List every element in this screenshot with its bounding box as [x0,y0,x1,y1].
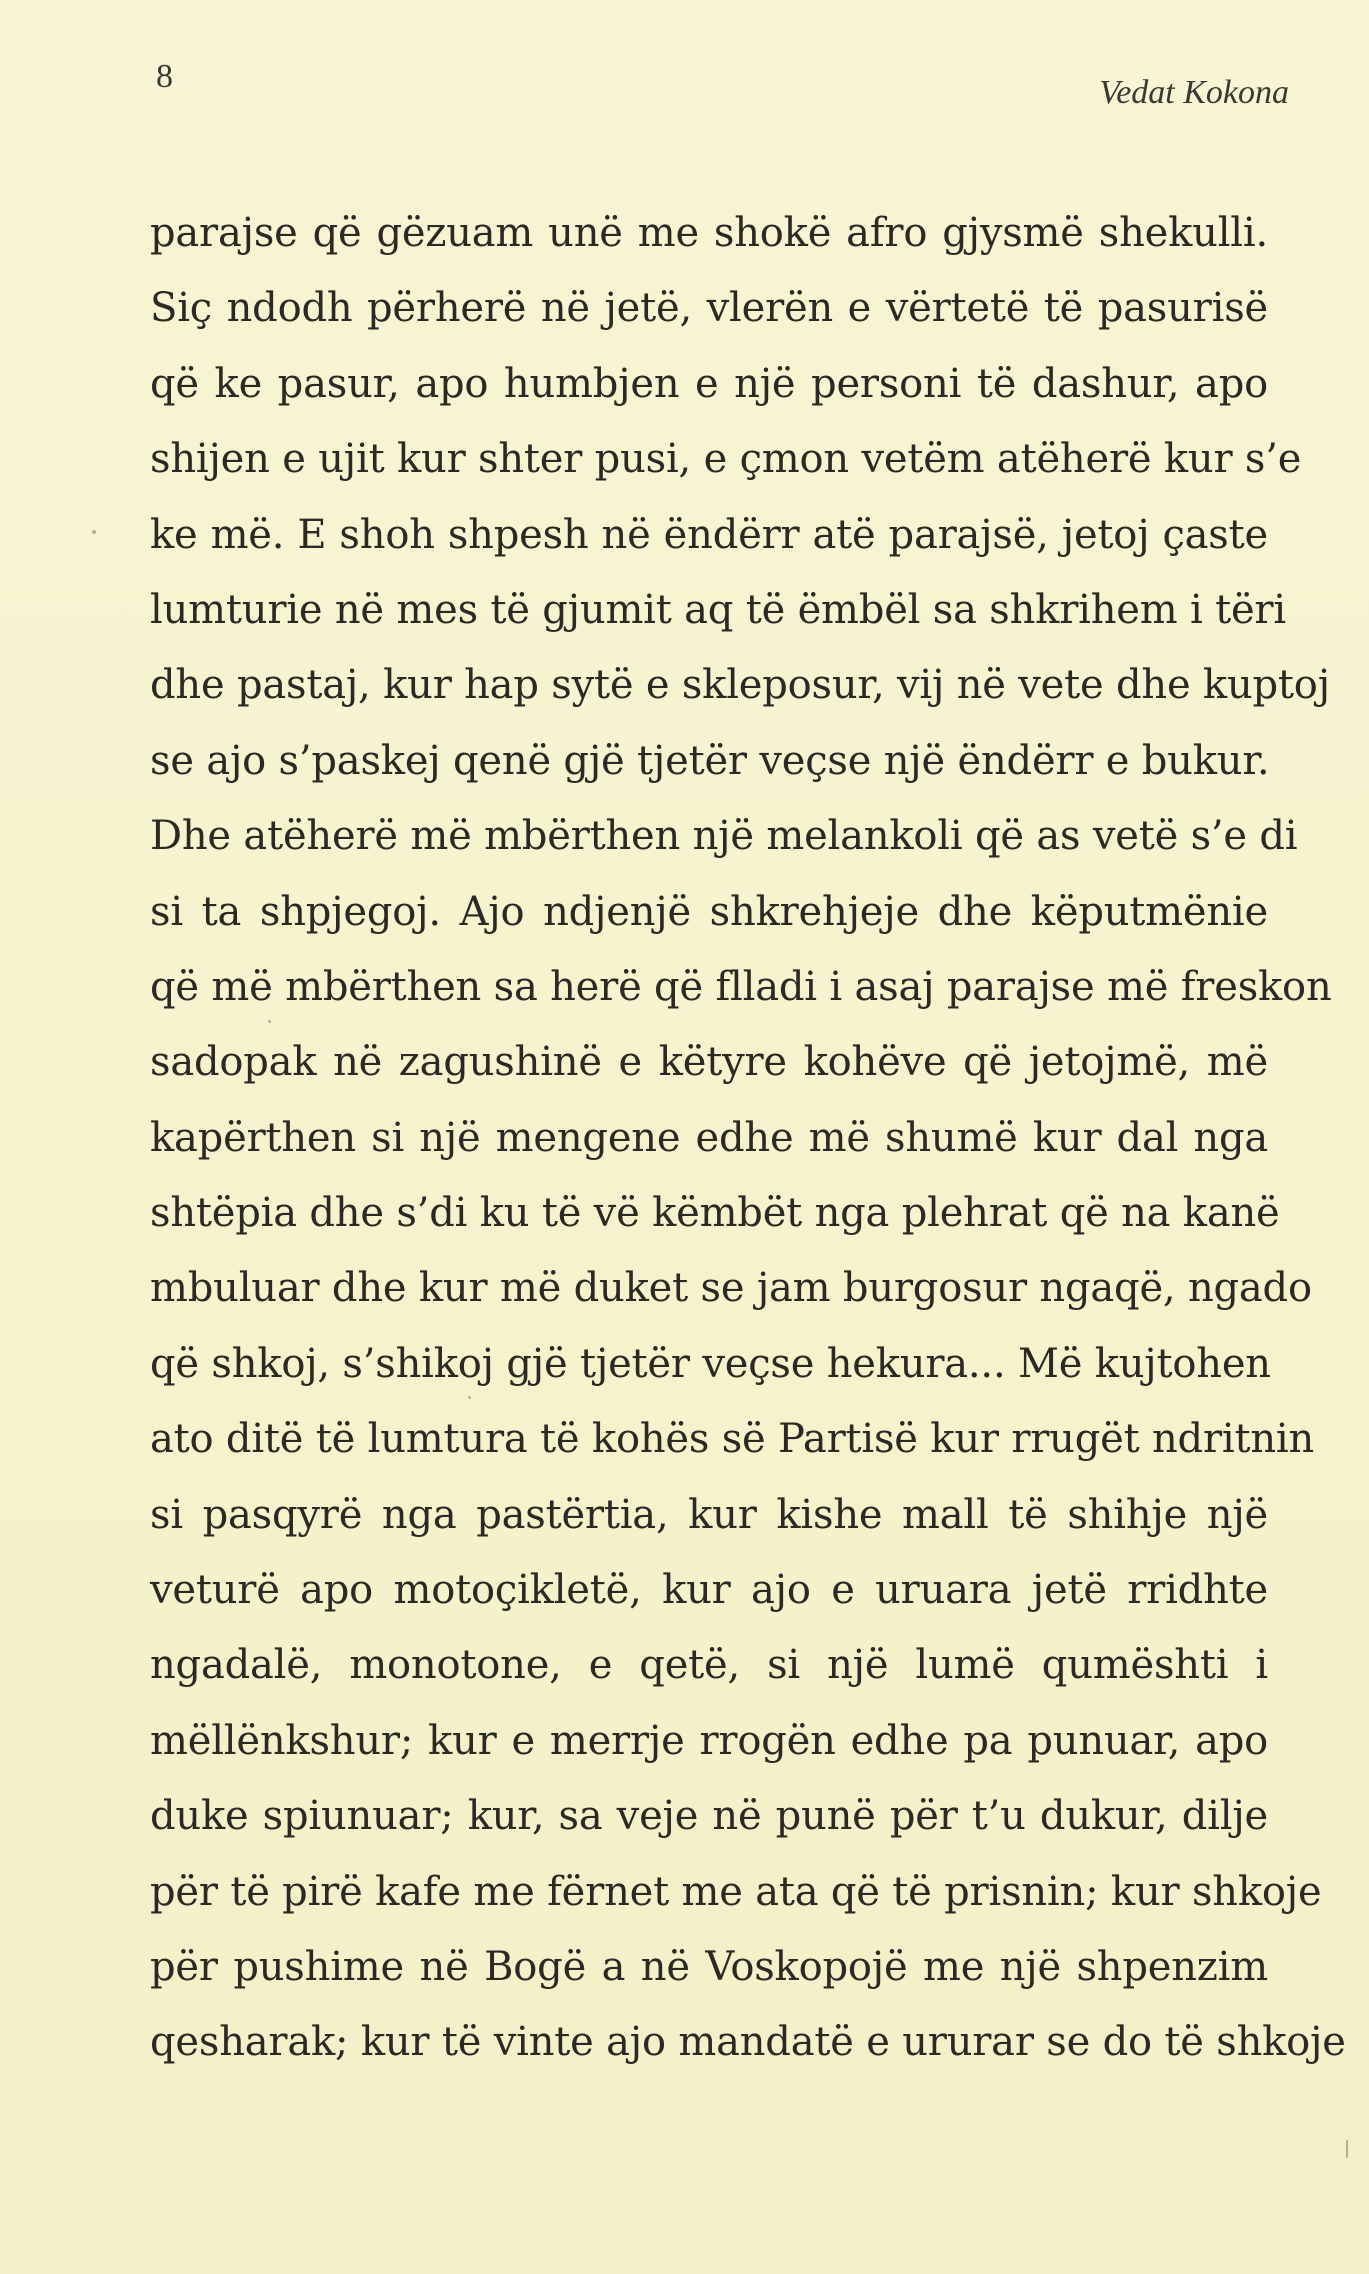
text-line: qesharak; kur të vinte ajo mandatë e ururar se do të shkoje [150,2019,1346,2066]
text-line: mbuluar dhe kur më duket se jam burgosur ngaqë, ngado [150,1265,1312,1312]
text-line: për të pirë kafe me fërnet me ata që të prisnin; kur shkoje [150,1868,1322,1915]
body-text [150,196,1346,2081]
text-line: shijen e ujit kur shter pusi, e çmon vetëm atëherë kur s’e [150,436,1302,483]
speck [92,530,96,534]
text-line: ke më. E shoh shpesh në ëndërr atë parajsë, jetoj çaste [150,511,1268,558]
text-line: parajse që gëzuam unë me shokë afro gjysmë shekulli. [150,210,1268,256]
text-line: sadopak në zagushinë e këtyre kohëve që jetojmë, më [150,1039,1268,1086]
speck [468,1396,471,1399]
page-number: 8 [156,58,173,95]
text-line: për pushime në Bogë a në Voskopojë me një shpenzim [150,1943,1268,1990]
text-line: si ta shpjegoj. Ajo ndjenjë shkrehjeje dhe këputmënie [150,888,1268,935]
text-line: ato ditë të lumtura të kohës së Partisë kur rrugët ndritnin [150,1416,1315,1463]
text-line: që ke pasur, apo humbjen e një personi të dashur, apo [150,360,1268,407]
text-line: shtëpia dhe s’di ku të vë këmbët nga plehrat që na kanë [150,1190,1280,1237]
text-line: si pasqyrë nga pastërtia, kur kishe mall të shihje një [150,1491,1268,1538]
text-line: kapërthen si një mengene edhe më shumë kur dal nga [150,1114,1268,1161]
speck [268,1020,271,1023]
text-line: që shkoj, s’shikoj gjë tjetër veçse hekura... Më kujtohen [150,1340,1271,1387]
text-line: dhe pastaj, kur hap sytë e skleposur, vij në vete dhe kuptoj [150,662,1330,709]
text-line: Dhe atëherë më mbërthen një melankoli që as vetë s’e di [150,813,1298,860]
running-title: Vedat Kokona [1099,74,1289,111]
text-line: mëllënkshur; kur e merrje rrogën edhe pa punuar, apo [150,1717,1268,1764]
text-line: që më mbërthen sa herë që flladi i asaj parajse më freskon [150,963,1332,1010]
text-line: ngadalë, monotone, e qetë, si një lumë qumështi i [150,1642,1268,1689]
text-line: se ajo s’paskej qenë gjë tjetër veçse një ëndërr e bukur. [150,737,1270,784]
text-line: lumturie në mes të gjumit aq të ëmbël sa shkrihem i tëri [150,586,1286,633]
text-line: veturë apo motoçikletë, kur ajo e uruara jetë rridhte [150,1567,1268,1614]
speck [1346,2140,1348,2158]
text-line: Siç ndodh përherë në jetë, vlerën e vërtetë të pasurisë [150,285,1268,332]
text-line: duke spiunuar; kur, sa veje në punë për t’u dukur, dilje [150,1793,1268,1840]
